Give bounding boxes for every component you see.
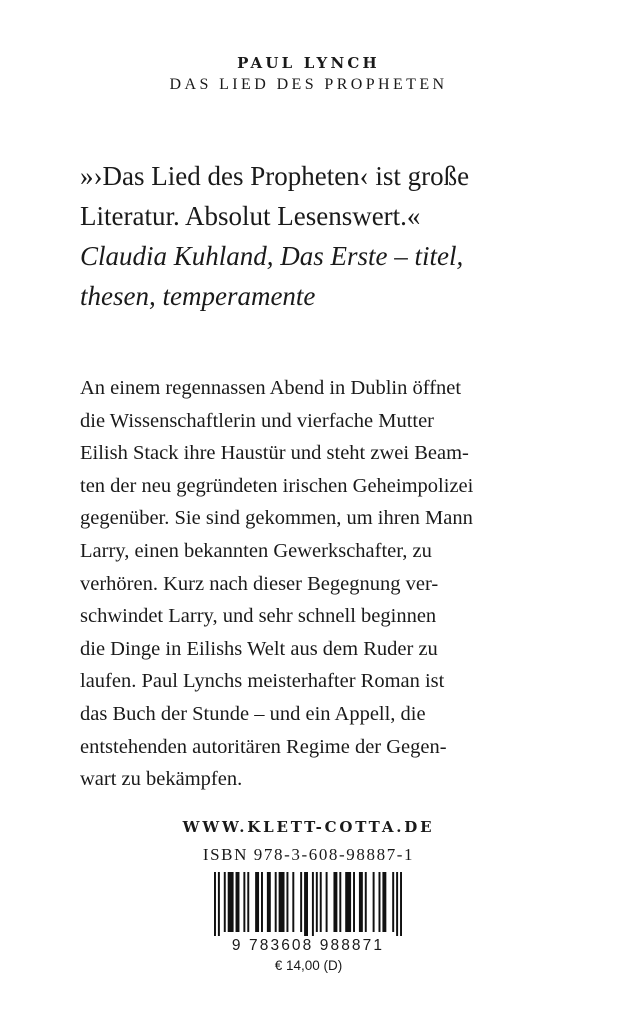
barcode-bar — [286, 872, 288, 932]
blurb-line: laufen. Paul Lynchs meisterhafter Roman ist — [80, 670, 445, 693]
blurb-line: ten der neu gegründeten irischen Geheimpolizei — [80, 474, 474, 497]
blurb-line: das Buch der Stunde – und ein Appell, die — [80, 702, 426, 725]
barcode-bar — [279, 872, 285, 932]
cover-header — [0, 52, 617, 96]
book-title: DAS LIED DES PROPHETEN — [169, 76, 448, 93]
blurb-line: Larry, einen bekannten Gewerkschafter, zu — [80, 539, 432, 562]
barcode-bar — [218, 872, 220, 936]
barcode-bar — [392, 872, 394, 932]
cover-footer — [0, 816, 617, 866]
quote-source: Claudia Kuhland, Das Erste – titel, — [80, 241, 464, 271]
barcode-bar — [300, 872, 302, 932]
barcode-bar — [339, 872, 341, 932]
blurb-text — [80, 372, 560, 796]
barcode-bar — [345, 872, 351, 932]
quote-line: »›Das Lied des Propheten‹ ist große — [80, 161, 470, 191]
blurb-line: wart zu bekämpfen. — [80, 768, 243, 791]
barcode-bar — [224, 872, 226, 932]
quote-source: thesen, temperamente — [80, 281, 316, 311]
barcode-bar — [255, 872, 259, 932]
barcode-bar — [379, 872, 381, 932]
review-quote — [80, 156, 580, 316]
blurb-line: gegenüber. Sie sind gekommen, um ihren Mann — [80, 507, 473, 530]
author-name: PAUL LYNCH — [237, 54, 380, 72]
barcode-bar — [396, 872, 398, 936]
barcode-bar — [275, 872, 277, 932]
price-label: € 14,00 (D) — [274, 958, 343, 973]
barcode-bar — [320, 872, 322, 932]
barcode-bar — [247, 872, 249, 932]
barcode-bar — [214, 872, 216, 936]
blurb-line: die Dinge in Eilishs Welt aus dem Ruder zu — [80, 637, 438, 660]
barcode-bar — [365, 872, 367, 932]
barcode-bar — [292, 872, 294, 932]
barcode-bar — [243, 872, 245, 932]
blurb-line: schwindet Larry, und sehr schnell beginnen — [80, 605, 437, 628]
barcode-bars — [208, 872, 408, 936]
publisher-website: WWW.KLETT-COTTA.DE — [182, 818, 435, 836]
barcode-bar — [267, 872, 271, 932]
blurb-line: An einem regennassen Abend in Dublin öffnet — [80, 377, 462, 399]
isbn-number: ISBN 978-3-608-98887-1 — [202, 845, 415, 864]
barcode-bar — [326, 872, 328, 932]
blurb-line: die Wissenschaftlerin und vierfache Mutter — [80, 409, 435, 432]
barcode-bar — [382, 872, 386, 932]
barcode-bar — [359, 872, 363, 932]
blurb-line: Eilish Stack ihre Haustür und steht zwei Beam- — [80, 442, 469, 465]
barcode-bar — [304, 872, 308, 936]
blurb-line: verhören. Kurz nach dieser Begegnung ver- — [80, 572, 439, 595]
barcode-bar — [228, 872, 234, 932]
barcode-bar — [373, 872, 375, 932]
barcode-bar — [400, 872, 402, 936]
barcode-bar — [353, 872, 355, 932]
barcode-bar — [312, 872, 314, 936]
barcode-bar — [236, 872, 240, 932]
barcode-digits: 9 783608 988871 — [231, 937, 385, 954]
blurb-line: entstehenden autoritären Regime der Gegen- — [80, 735, 447, 758]
barcode-bar — [333, 872, 337, 932]
barcode-bar — [316, 872, 318, 932]
barcode-bar — [261, 872, 263, 932]
quote-line: Literatur. Absolut Lesenswert.« — [80, 201, 421, 231]
